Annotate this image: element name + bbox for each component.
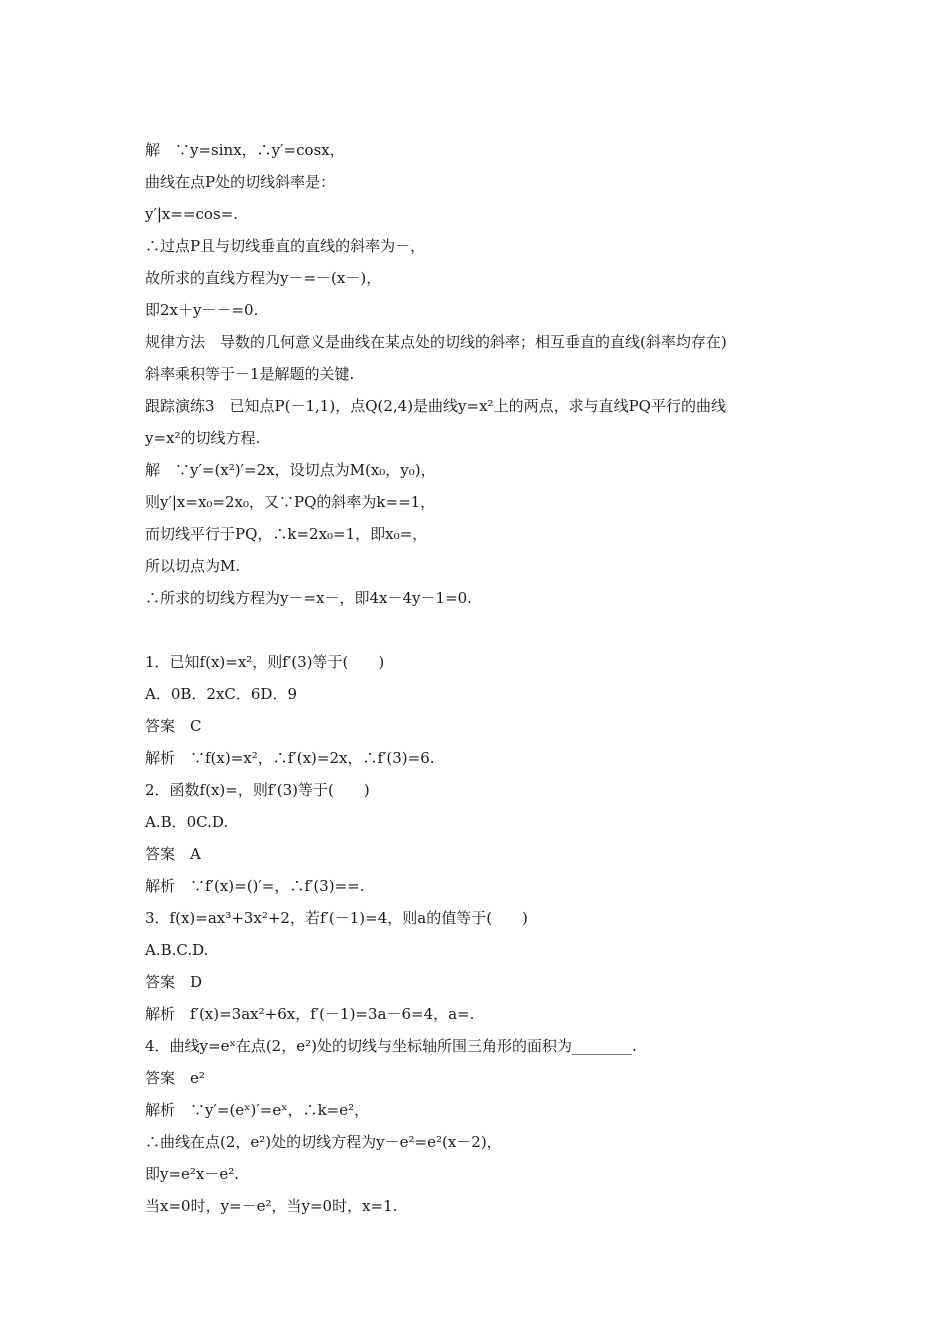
text-line: y′|x==cos=. [145,205,238,223]
section-gap [145,614,825,646]
text-line: 即2x＋y－－=0. [145,301,259,319]
text-line: ∴曲线在点(2，e²)处的切线方程为y－e²=e²(x－2)， [145,1133,502,1151]
text-line: 答案 C [145,717,202,735]
text-line: 解析 f′(x)=3ax²+6x，f′(－1)=3a－6=4，a=. [145,1005,475,1023]
text-line: 当x=0时，y=－e²，当y=0时，x=1. [145,1197,398,1215]
text-line: 解析 ∵f(x)=x²，∴f′(x)=2x，∴f′(3)=6. [145,749,435,767]
text-line: A.B.C.D. [145,941,209,959]
text-line: 即y=e²x－e². [145,1165,240,1183]
text-line: 解 ∵y=sinx，∴y′=cosx， [145,141,345,159]
text-line: 答案 e² [145,1069,205,1087]
text-line: 解析 ∵y′=(eˣ)′=eˣ，∴k=e²， [145,1101,370,1119]
text-line: 2．函数f(x)=，则f′(3)等于( ) [145,781,370,799]
document-body [145,134,825,1222]
text-line: 解 ∵y′=(x²)′=2x，设切点为M(x₀，y₀)， [145,461,436,479]
text-line: 4．曲线y=eˣ在点(2，e²)处的切线与坐标轴所围三角形的面积为________. [145,1037,637,1055]
text-line: 而切线平行于PQ，∴k=2x₀=1，即x₀=， [145,525,428,543]
text-line: A.B．0C.D. [145,813,229,831]
text-line: 答案 D [145,973,203,991]
text-line: 1．已知f(x)=x²，则f′(3)等于( ) [145,653,385,671]
text-line: 故所求的直线方程为y－=－(x－)， [145,269,382,287]
text-line: y=x²的切线方程. [145,429,261,447]
text-line: 则y′|x=x₀=2x₀，又∵PQ的斜率为k==1， [145,493,436,511]
text-line: 解析 ∵f′(x)=()′=，∴f′(3)==. [145,877,365,895]
text-line: 3．f(x)=ax³+3x²+2，若f′(－1)=4，则a的值等于( ) [145,909,528,927]
text-line: 跟踪演练3 已知点P(－1,1)，点Q(2,4)是曲线y=x²上的两点，求与直线PQ平行的曲线 [145,397,726,415]
text-line: 答案 A [145,845,201,863]
text-line: A．0B．2xC．6D．9 [145,685,297,703]
text-line: ∴所求的切线方程为y－=x－，即4x－4y－1=0. [145,589,472,607]
text-line: 斜率乘积等于－1是解题的关键. [145,365,355,383]
text-line: ∴过点P且与切线垂直的直线的斜率为－， [145,237,426,255]
text-line: 所以切点为M. [145,557,241,575]
text-line: 规律方法 导数的几何意义是曲线在某点处的切线的斜率；相互垂直的直线(斜率均存在) [145,333,727,351]
text-line: 曲线在点P处的切线斜率是： [145,173,336,191]
